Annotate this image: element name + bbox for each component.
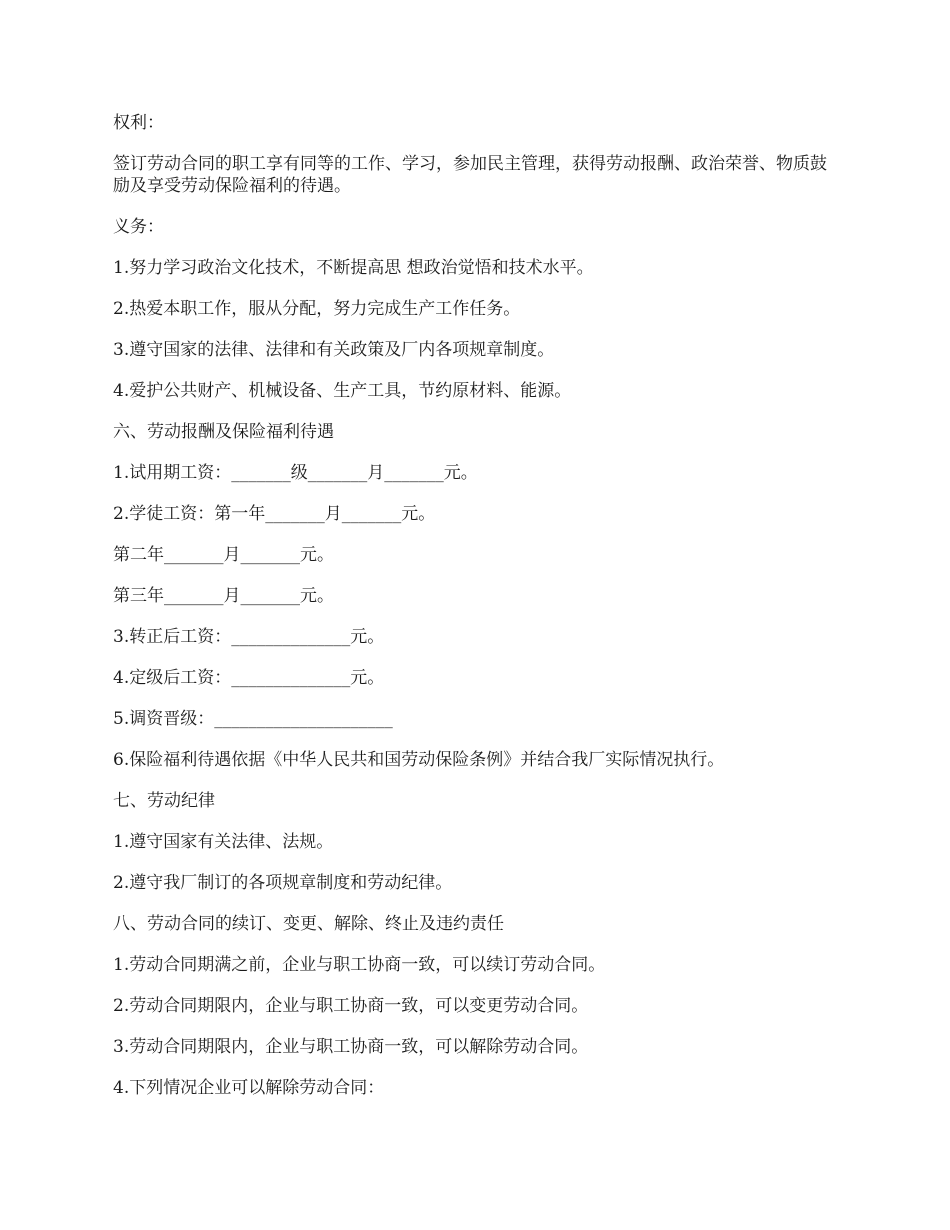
- insurance-welfare: 6.保险福利待遇依据《中华人民共和国劳动保险条例》并结合我厂实际情况执行。: [113, 750, 725, 770]
- contract-item-1: 1.劳动合同期满之前，企业与职工协商一致，可以续订劳动合同。: [113, 955, 606, 975]
- contract-item-3: 3.劳动合同期限内，企业与职工协商一致，可以解除劳动合同。: [113, 1037, 589, 1057]
- section-7-heading: 七、劳动纪律: [113, 791, 215, 811]
- document-body: [113, 112, 843, 1118]
- wage-apprentice-year-3: 第三年_______月_______元。: [113, 586, 334, 606]
- section-6-heading: 六、劳动报酬及保险福利待遇: [113, 422, 334, 442]
- wage-apprentice-year-1: 2.学徒工资：第一年_______月_______元。: [113, 504, 436, 524]
- wage-probation: 1.试用期工资：_______级_______月_______元。: [113, 463, 478, 483]
- wage-regular: 3.转正后工资：______________元。: [113, 627, 385, 647]
- contract-item-4: 4.下列情况企业可以解除劳动合同：: [113, 1078, 385, 1098]
- contract-item-2: 2.劳动合同期限内，企业与职工协商一致，可以变更劳动合同。: [113, 996, 589, 1016]
- rights-text: 签订劳动合同的职工享有同等的工作、学习，参加民主管理，获得劳动报酬、政治荣誉、物质鼓励及享受劳动保险福利的待遇。: [113, 154, 827, 196]
- rights-heading: 权利：: [113, 113, 164, 133]
- duty-item-1: 1.努力学习政治文化技术，不断提高思 想政治觉悟和技术水平。: [113, 258, 594, 278]
- duties-heading: 义务：: [113, 217, 164, 237]
- duty-item-4: 4.爱护公共财产、机械设备、生产工具，节约原材料、能源。: [113, 381, 572, 401]
- wage-apprentice-year-2: 第二年_______月_______元。: [113, 545, 334, 565]
- discipline-item-1: 1.遵守国家有关法律、法规。: [113, 832, 334, 852]
- duty-item-2: 2.热爱本职工作，服从分配，努力完成生产工作任务。: [113, 299, 521, 319]
- section-8-heading: 八、劳动合同的续订、变更、解除、终止及违约责任: [113, 914, 504, 934]
- duty-item-3: 3.遵守国家的法律、法律和有关政策及厂内各项规章制度。: [113, 340, 555, 360]
- wage-graded: 4.定级后工资：______________元。: [113, 668, 385, 688]
- discipline-item-2: 2.遵守我厂制订的各项规章制度和劳动纪律。: [113, 873, 453, 893]
- wage-promotion: 5.调资晋级：_____________________: [113, 709, 393, 729]
